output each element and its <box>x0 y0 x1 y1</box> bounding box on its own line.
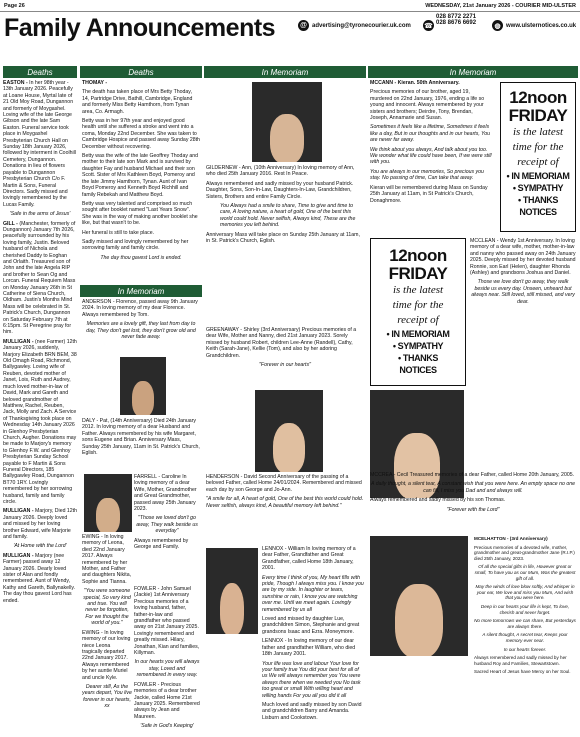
deadline-notice-1: 12noon FRIDAY is the latest time for the receipt of • IN MEMORIAM • SYMPATHY • THANKS NOTICES <box>500 82 576 232</box>
deaths-bar-2: Deaths <box>80 66 202 78</box>
issue-date: WEDNESDAY, 21st January 2026 - COURIER MID-ULSTER <box>425 2 576 9</box>
mulligan-verse: 'At Home with the Lord' <box>13 543 67 550</box>
notice-ewing: EWING - In loving memory of Leona, died 22nd January 2017. Always remembered by her Mother, and Father and daughters Nikita, Sophie and Tianna. "You were someone special, So very kind and true. You will never be forgotten, For we thought the world of you." EWING - In loving memory of our loving niece Leona tragically departed 22nd January 2017. Always remembered by her auntie Muriel and uncle Kyle. Dearer still, As the years depart, You live forever in our hearts, xx <box>82 534 132 710</box>
photo-mcelhatton <box>370 536 468 656</box>
notice-greenaway: GREENAWAY - Shirley (3rd Anniversary) Precious memories of a dear Wife, Mother and Nanny, died 21st January 2023. Sorely missed by husband Robert, children Lee-Anne (Randell), Cathy, Keith (Sarah-Jane), Kellie (Tom), and also by her adoring Grandchildren. "Forever in our hearts" <box>206 327 357 369</box>
notice-henderson: HENDERSON - David Second Anniversary of the passing of a beloved Father, called Home 24/01/2024. Remembered and missed each day by son George and Jo-Ann. "A smile for all, A heart of gold, One of the best this world could hold. Never selfish, always kind, A beautiful memory left behind." <box>206 474 364 509</box>
page-header <box>0 0 580 12</box>
notice-mcelhatton: MCELHATTON - (3rd Anniversary) Precious memories of a devoted wife, mother, grandmother and great-grandmother Jane (R.I.P.) died 25th January, 2023. Of all the special gifts in life, However great or small, To have you as our Mum, Was the greatest gift of all. May the winds of love blow softly, And whisper in your ear, We love and miss you Mum, And wish that you were here. Deep in our hearts your life is kept, To love, cherish and never forget. No more tomorrows we can share, But yesterdays are always there. A silent thought, A secret tear, Keeps your memory ever near. In our hearts forever. Always remembered and sadly missed by her husband Roy and Families, Stewartstown. Sacred Heart of Jesus have Mercy on her Soul. <box>474 536 576 675</box>
deadline-notice-2: 12noon FRIDAY is the latest time for the receipt of • IN MEMORIAM • SYMPATHY • THANKS NOTICES <box>370 238 466 386</box>
photo-daly <box>120 357 166 415</box>
notice-anderson: ANDERSON - Florence, passed away 9th January 2024. In loving memory of my dear Florence. Always remembered by Tom. Memories are a lovely gift, they last from day to day, They don't get lost, they don't grow old and never fade away. <box>82 299 198 341</box>
easton-verse: 'Safe in the arms of Jesus' <box>9 211 71 218</box>
email-contact[interactable]: @ advertising@tyronecourier.uk.com <box>298 20 411 31</box>
memoriam-bar-2: In Memoriam <box>80 285 202 297</box>
notice-thomay: THOMAY - The death has taken place of Mrs Betty Thoday, 14, Partridge Drive, Bathill, Cambridge, England and formerly Miss Betty Hamthorn, from Tynan area, Co. Armagh. Betty was in her 97th year and enjoyed good health until she suffered a stroke and went into a coma, Monday 22nd December. She was taken to Cambridge Hospice and passed away Sunday 28th December without recovering. Betty was the wife of the late Geoffrey Thoday and mother to their late son Mark and is survived by daughter Fay and husband Michael and their son Scott. Sister of Mrs Kathleen Boyd, Pomeroy and the late Jimmy Hamthorn, Tynan. Aunt of Ivan Boyd Pomeroy and Kenneth Boyd Richhill and family Rebekah and Matthew Boyd. Betty was very talented and comprised so much sought after booklet named "Last Years Snow". She was in the way of making another booklet she like, but that wasn't to be. Her funeral is still to take place. Sadly missed and lovingly remembered by her sorrowing family and family circle. The day thou gavest Lord is ended. <box>82 80 200 261</box>
globe-icon: ◍ <box>492 20 503 31</box>
notice-mulligan-1: MULLIGAN - (nee Farmer) 12th January 2026, suddenly, Marjory Elizabeth BRN BEM, 38 Old Omagh Road, Richmond, Ballygawley. Loving wife of Reuben, devoted mother of Janet, Lois, Ruth and Audrey, much loved mother-in-law of David, Mark and Gareth and beloved grandmother of Matthew, Rachel, Reuben, Jack, Molly and Zach. A Service of Thanksgiving took place on Wednesday 14th January 2026 in Glenhoy Presbyterian Church, Augher. Donations may be made to Marjory's memory to Glenhoy F.W. and Glenhoy Presbyterian Sunday School payable to F Martin & Sons Funeral Directors, 185 Ballygawley Road, Dungannon BT70 1RY. Lovingly remembered by her sorrowing husband, family and family circle. <box>3 338 77 505</box>
notice-mccrea: MCCREA - Cecil Treasured memories of a dear Father, called Home 20th January, 2005. A daily thought, a silent tear, A constant wish that you were here. An empty space no one can fill, I miss you Dad and and always will. Always remembered and sadly missed by his son Thomas. "Forever with the Lord" <box>370 472 575 513</box>
web-contact[interactable]: ◍ www.ulsternotices.co.uk <box>492 20 576 31</box>
notice-mccann: MCCANN - Kieran. 50th Anniversary. Precious memories of our brother, aged 19, murdered on 22nd January, 1976, ending a life so young and innocent. Always remembered by your sisters and brothers; Deirdre, Tony, Brendan, Joseph, Annamarie and Susan. Sometimes it feels like a lifetime, Sometimes it feels like a day, But in our thoughts and in our hearts, You are never far away. We think about you always, And talk about you too. We wonder what life could have been, If we were still with you. You are always in our memories, So precious you stay. No passing of time, Can take that away. Kieran will be remembered during Mass on Sunday 25th January at 11am, in St Patrick's Church, Donaghmore. <box>370 80 492 204</box>
email-icon: @ <box>298 20 309 31</box>
notice-gildernew: GILDERNEW - Ann, (10th Anniversary) In loving memory of Ann, who died 25th January 2016. Rest In Peace. Always remembered and sadly missed by your husband Patrick. Daughter, Sons, Son-In-Law, Daughters-In-Law, Grandchildren, Sisters, Brothers and entire Family Circle. You Always had a smile to share, Time to give and time to care, A loving nature, a heart of gold, One of the best this world could hold. Never selfish, Always kind, These are the memories you left behind. Anniversary Mass will take place on Sunday 25th January at 11am, in St. Patrick's Church, Eglish. <box>206 165 360 245</box>
notice-fowler: FOWLER - John Samuel (Jackie) 1st Anniversary Precious memories of a loving husband, father, father-in-law and grandfather who passed away on 21st January 2025. Lovingly remembered and greatly missed. Hilary, Jonathan, Kian and families, Killyman. In our hearts you will always stay, Loved and remembered in every way. FOWLER - Precious memories of a dear brother Jackie, called Home 21st January 2025. Remembered always by Jean and Maureen. 'Safe in God's Keeping' <box>134 586 200 730</box>
photo-lennox <box>206 548 258 634</box>
phone-icon: ☎ <box>423 20 434 31</box>
notice-easton: EASTON - In her 98th year - 13th January 2026. Peacefully at Loane House, Myrtal late of 21 Old Moy Road, Dungannon and formerly of Moygashel. Loving wife of the late George Gibson and the late Sam Easton. Funeral service took place in Moygashel Presbyterian Church Hall on Sunday 18th January 2026, followed by interment in Coolhill Cemetery, Dungannon. Donations in lieu of flowers payable to Dungannon Presbyterian Church C/o F. Martin & Sons, Funeral Directors. Sadly missed and lovingly remembered by the Lucas Family. <box>3 80 76 208</box>
memoriam-bar-1: In Memoriam <box>204 66 366 78</box>
notice-gill: GILL - (Manchester, formerly of Dungannon) January 7th 2026, peacefully surrounded by his loving family, Justin. Beloved husband of Nichola and cherished Daddy to Eoghan and Orlaith. Treasured son of John and the late Angela RIP and brother to Sean Og and Lorcan. Funeral Requiem Mass on Monday January 26th in St Catherine of Siena Church, Oldham. Justin's Months Mind Mass will be celebrated in St. Patrick's Church, Dungannon on Saturday February 7th at 6:15pm. St Peregrine pray for him. <box>3 220 76 336</box>
memoriam-bar-3: In Memoriam <box>368 66 578 78</box>
notice-mulligan-3: MULLIGAN - Marjory (nee Farmer) passed away 12 January 2026. Dearly loved sister of Alan and fondly remembered. Aunt of Wendy, Kathy and Gareth, Ballynakelly. The day thou gavest Lord has ended. <box>3 552 75 604</box>
photo-gildernew <box>252 82 322 162</box>
phone-contact[interactable]: 028 8772 2271 028 8676 6692 <box>436 14 477 26</box>
notice-mcclean: MCCLEAN - Wendy 1st Anniversary. In loving memory of a dear wife, mother, mother-in-law and nanny who passed away on 24th January 2025. Deeply missed by her devoted husband Ronnie, son Earl (Helen), daughter Rhonda (Ashley) and grandsons Joshua and Daniel. Those we love don't go away, they walk beside us every day. Unseen, unheard but always near. Still loved, still missed, and very dear. <box>470 238 576 305</box>
photo-ewing <box>84 474 132 532</box>
deaths-column <box>3 80 77 732</box>
notice-lennox: LENNOX - William In loving memory of a dear Father, Grandfather and Great Grandfather, called Home 18th January, 2001. Every time I think of you, My heart fills with pride, Though I always miss you. I know you are by my side. In laughter or tears, sunshine or rain, I know you are watching over me. Until we meet again. Lovingly remembered by us all Loved and missed by daughter Lue, grandchildren Simon, Stephanie and great grandsons Isaac and Ezra. Moneymore. LENNOX - In loving memory of our dear father and grandfather William, who died 18th January 2001. Your life was love and labour Your love for your family true You did your best for all of us We will always remember you You were always there when we needed you No task too great or small With willing heart and willing hands For you all you did it all Much loved and sadly missed by son David and grandchildren Barry and Amanda. Lisburn and Cookstown. <box>262 546 364 721</box>
deaths-bar-1: Deaths <box>3 66 77 78</box>
page-number: Page 26 <box>4 2 25 9</box>
notice-farrell: FARRELL - Caroline In loving memory of a dear Wife, Mother, Grandmother and Great Grandmother, passed away 25th January 2023. "Those we loved don't go away, They walk beside us everyday" Always remembered by George and Family. <box>134 474 198 551</box>
notice-daly: DALY - Pat, (14th Anniversary) Died 24th January 2012. In loving memory of a dear Husband and Father. Always remembered by his wife Margaret, sons Eugene and Brian. Anniversary Mass, Sunday 25th January, 11am in St. Patrick's Church, Eglish. <box>82 418 200 457</box>
page-title: Family Announcements <box>4 14 276 42</box>
notice-mulligan-2: MULLIGAN - Marjory, Died 12th January 2026. Deeply loved and missed by her loving brother Edward, wife Marjorie and family. <box>3 508 77 541</box>
photo-henderson <box>255 390 323 472</box>
